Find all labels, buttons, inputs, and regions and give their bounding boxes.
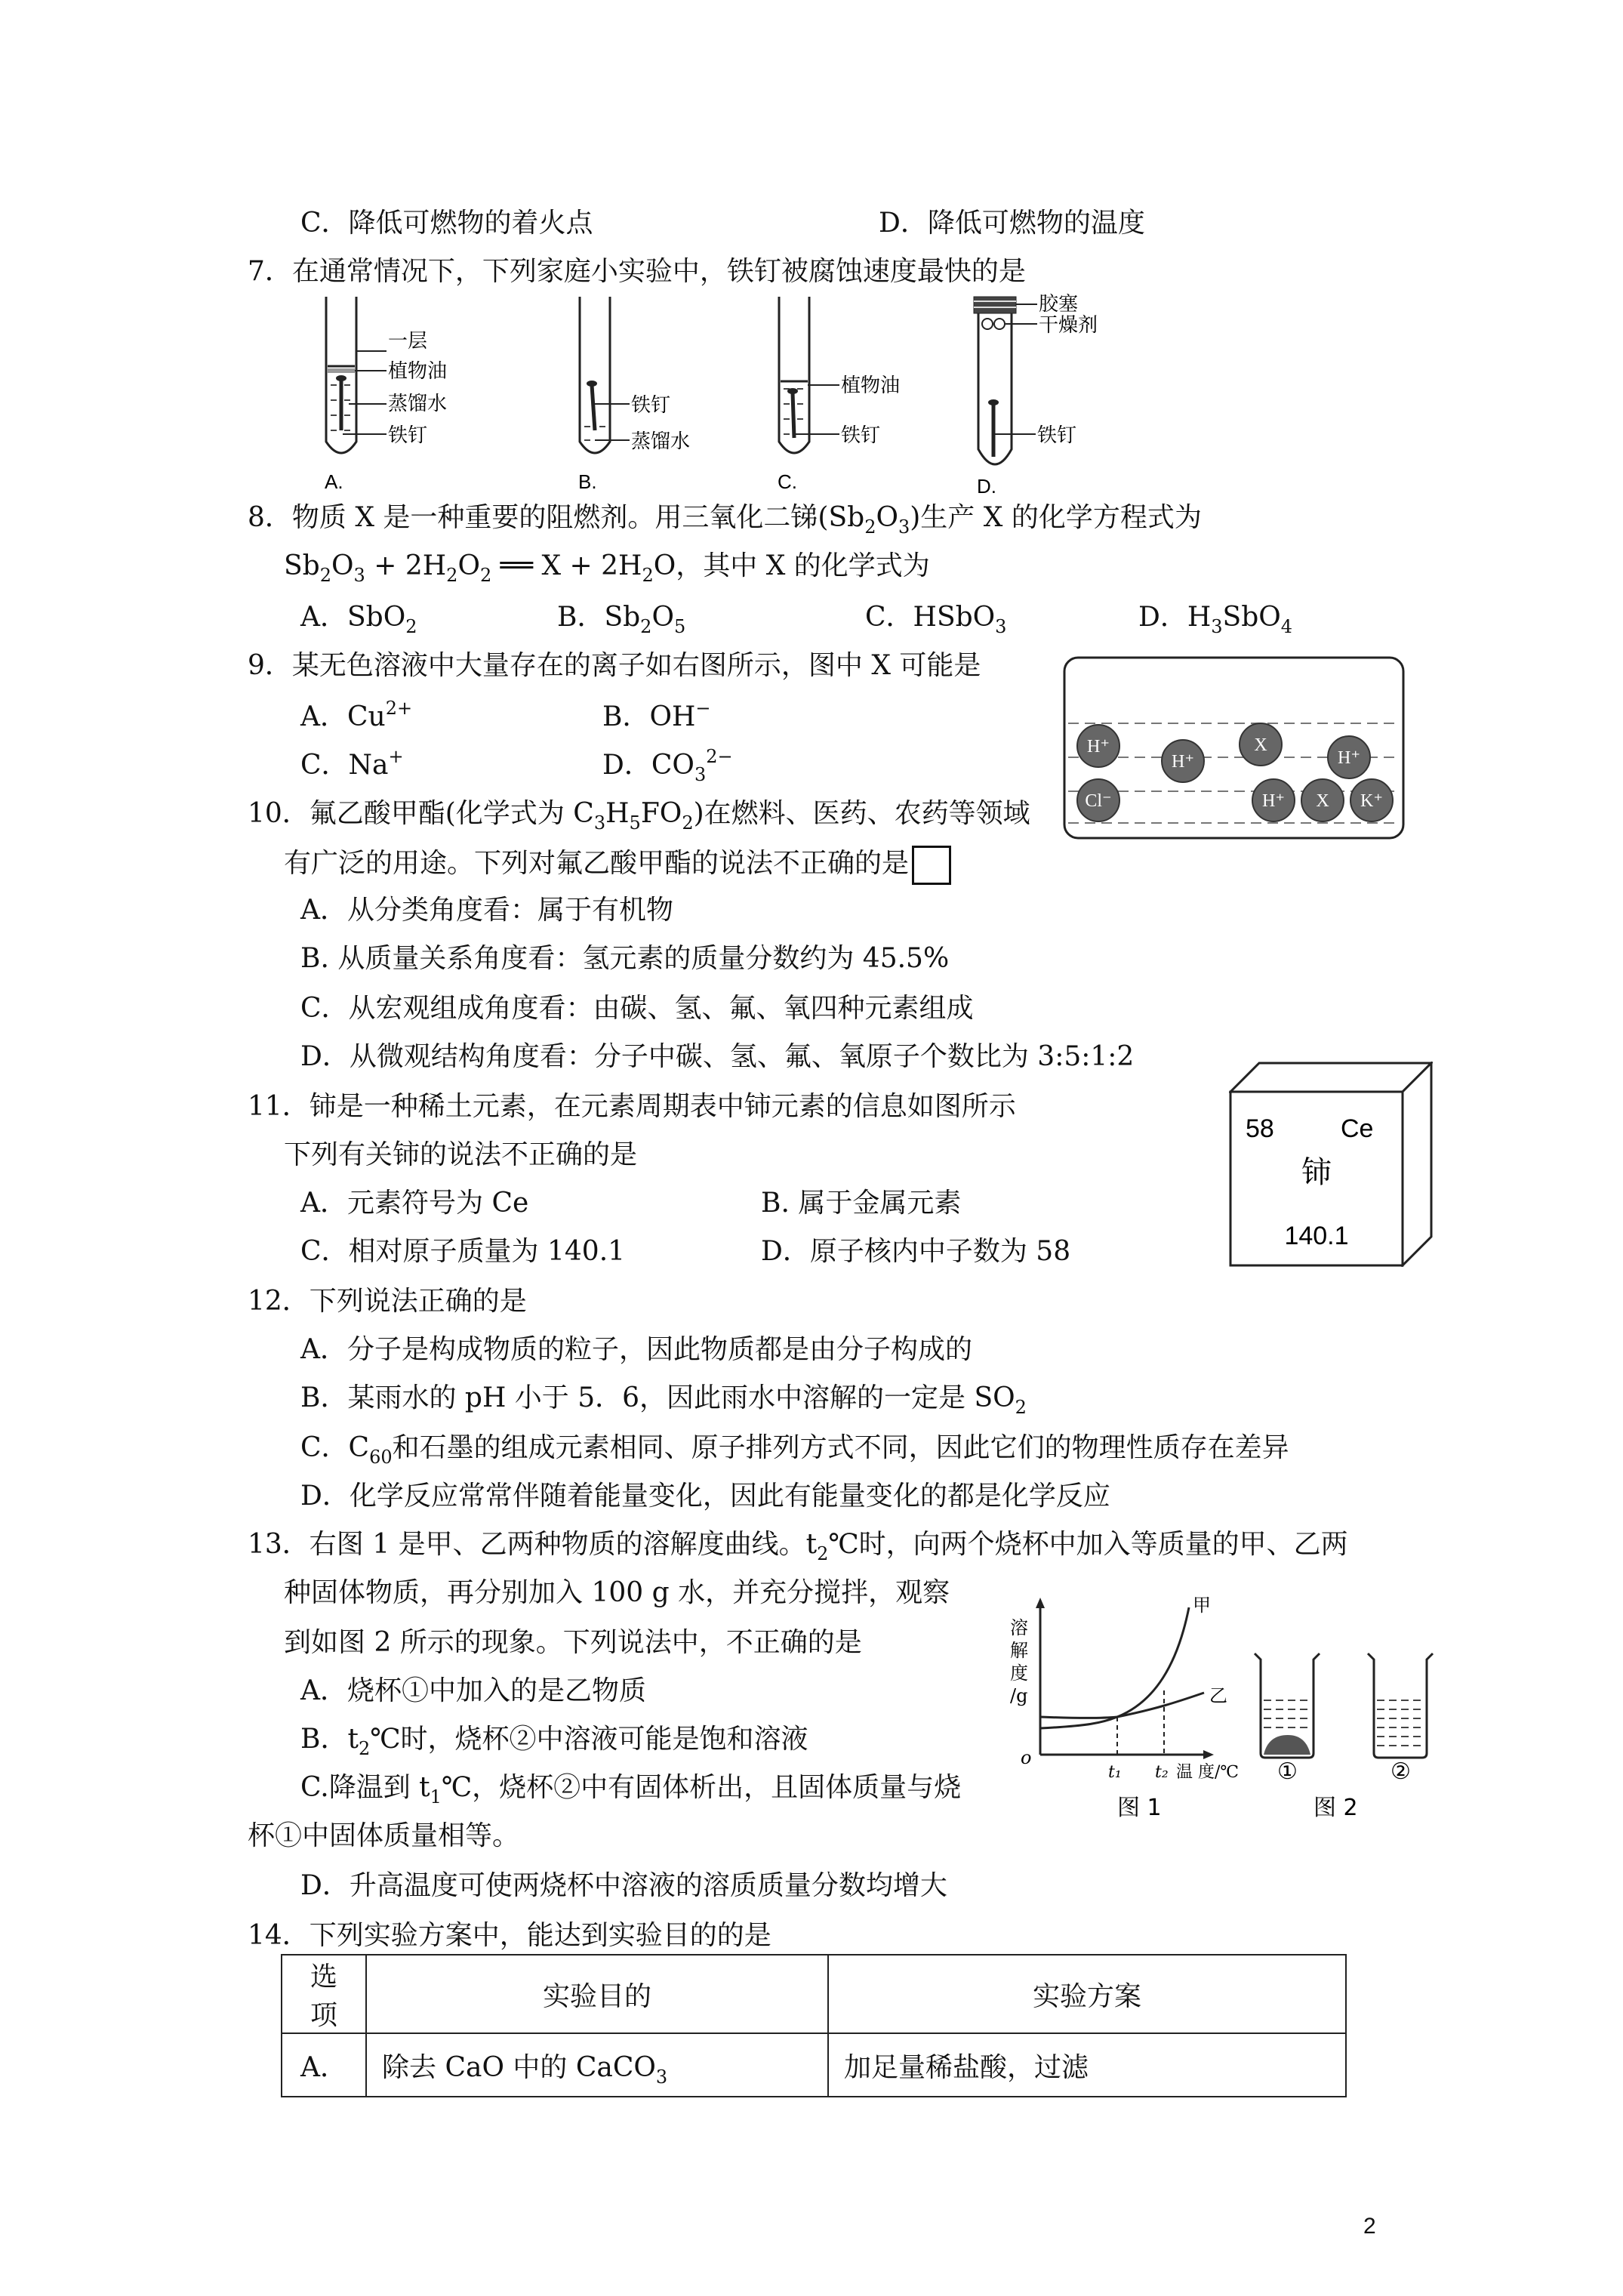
- tube-a-letter: A.: [325, 470, 343, 493]
- ion-2: H⁺: [1172, 752, 1194, 772]
- element-name: 铈: [1301, 1155, 1332, 1190]
- ion-7: X: [1316, 791, 1329, 811]
- tube-d-label3: 铁钉: [1037, 424, 1077, 446]
- tube-d-letter: D.: [977, 475, 996, 498]
- tube-b-label2: 蒸馏水: [631, 430, 691, 452]
- q9-option-b: B．OH−: [602, 698, 711, 732]
- q9-stem: 9．某无色溶液中大量存在的离子如右图所示，图中 X 可能是: [248, 650, 981, 681]
- q13-line2: 种固体物质，再分别加入 100 g 水，并充分搅拌，观察: [284, 1577, 950, 1608]
- tube-c-label2: 铁钉: [841, 424, 881, 446]
- q8-line1: 8．物质 X 是一种重要的阻燃剂。用三氧化二锑$(Sb_2O_3)$生产 X 的化学方程式为: [248, 502, 1202, 538]
- q11-option-c: C．相对原子质量为 140.1: [300, 1236, 626, 1267]
- atomic-mass: 140.1: [1284, 1222, 1349, 1250]
- tube-d: [974, 292, 1098, 498]
- q13-line1: 13．右图 1 是甲、乙两种物质的溶解度曲线。$t_2℃$时，向两个烧杯中加入等质量的甲、乙两: [248, 1529, 1348, 1564]
- q14-table: [281, 1954, 1347, 2097]
- beaker-2-label: ②: [1390, 1758, 1411, 1785]
- beaker-1-label: ①: [1277, 1758, 1298, 1785]
- curve-yi-label: 乙: [1209, 1685, 1227, 1706]
- fig2-caption: 图 2: [1313, 1795, 1358, 1821]
- q13-line3: 到如图 2 所示的现象。下列说法中，不正确的是: [284, 1627, 862, 1658]
- q8-equation: $Sb_2O_3 + 2H_2O_2$ ══ $X + 2H_2O$，其中 X 的化学式为: [284, 550, 930, 586]
- q10-line2: 有广泛的用途。下列对氟乙酸甲酯的说法不正确的是: [284, 846, 951, 885]
- q10-line1: 10．氟乙酸甲酯(化学式为 $C_3H_5FO_2$)在燃料、医药、农药等领域: [248, 798, 1030, 834]
- q11-option-a: A．元素符号为 Ce: [300, 1188, 529, 1219]
- q9-option-d: D．$CO_3^{2-}$: [602, 746, 733, 785]
- cerium-element-card: [1229, 1062, 1433, 1267]
- beaker-2: [1368, 1653, 1433, 1785]
- q7-stem: 7．在通常情况下，下列家庭小实验中，铁钉被腐蚀速度最快的是: [248, 256, 1026, 287]
- tube-a-label3: 蒸馏水: [388, 392, 448, 415]
- q12-option-d: D．化学反应常常伴随着能量变化，因此有能量变化的都是化学反应: [300, 1481, 1110, 1512]
- tube-d-label1: 胶塞: [1039, 292, 1079, 315]
- q12-stem: 12．下列说法正确的是: [248, 1286, 527, 1317]
- q13-option-c: C.降温到 $t_1℃$，烧杯②中有固体析出，且固体质量与烧: [300, 1772, 962, 1808]
- q9-option-c: C．Na+: [300, 746, 404, 781]
- ion-5: Cl⁻: [1085, 791, 1112, 811]
- y-label-4: /g: [1010, 1685, 1028, 1706]
- q11-option-b: B. 属于金属元素: [761, 1188, 962, 1219]
- q11-line1: 11．铈是一种稀土元素，在元素周期表中铈元素的信息如图所示: [248, 1091, 1016, 1122]
- tube-b: [578, 297, 690, 493]
- ion-8: K⁺: [1360, 791, 1383, 811]
- q13-option-d: D．升高温度可使两烧杯中溶液的溶质质量分数均增大: [300, 1870, 947, 1901]
- q11-line2: 下列有关铈的说法不正确的是: [284, 1139, 638, 1170]
- element-symbol: Ce: [1341, 1114, 1374, 1143]
- header-plan: 实验方案: [828, 1955, 1346, 2033]
- q11-option-d: D．原子核内中子数为 58: [761, 1236, 1071, 1267]
- q12-option-c: C．$C_{60}$和石墨的组成元素相同、原子排列方式不同，因此它们的物理性质存在差异: [300, 1432, 1289, 1468]
- q8-option-c: C．HSbO$_3$: [865, 602, 1007, 637]
- q13-option-b: B．$t_2℃$时，烧杯②中溶液可能是饱和溶液: [300, 1724, 808, 1759]
- y-label-1: 溶: [1010, 1617, 1028, 1638]
- tube-b-label1: 铁钉: [631, 393, 671, 416]
- row-plan: 加足量稀盐酸，过滤: [828, 2033, 1346, 2097]
- q9-option-a: A．$Cu^{2+}$: [300, 698, 413, 732]
- origin-label: o: [1021, 1747, 1032, 1768]
- tube-d-label2: 干燥剂: [1039, 313, 1098, 336]
- ion-3: X: [1254, 735, 1267, 755]
- q13-option-c-cont: 杯①中固体质量相等。: [248, 1820, 520, 1851]
- t2-tick: t₂: [1155, 1763, 1169, 1782]
- q14-stem: 14．下列实验方案中，能达到实验目的的是: [248, 1920, 771, 1951]
- ion-solution-figure: [1062, 655, 1406, 840]
- test-tubes-figure: [311, 291, 1126, 498]
- x-label: 温 度/℃: [1176, 1763, 1240, 1782]
- answer-box: [912, 846, 951, 885]
- table-row: [282, 2033, 1346, 2097]
- solubility-figure: [1004, 1589, 1472, 1845]
- tube-a-label2: 植物油: [388, 359, 448, 382]
- q10-option-c: C．从宏观组成角度看：由碳、氢、氟、氧四种元素组成: [300, 993, 974, 1024]
- q12-option-b: B．某雨水的 pH 小于 5．6，因此雨水中溶解的一定是 $SO_2$: [300, 1382, 1027, 1418]
- q6-option-d: D．降低可燃物的温度: [879, 208, 1145, 239]
- tube-c-label1: 植物油: [841, 374, 901, 396]
- q10-option-a: A．从分类角度看：属于有机物: [300, 895, 673, 926]
- q10-option-d: D．从微观结构角度看：分子中碳、氢、氟、氧原子个数比为 3:5:1:2: [300, 1041, 1135, 1072]
- tube-a-label4: 铁钉: [388, 424, 428, 446]
- y-label-3: 度: [1010, 1663, 1028, 1684]
- curve-jia: [1040, 1607, 1189, 1728]
- row-goal: 除去 CaO 中的 CaCO$_3$: [366, 2033, 828, 2097]
- tube-a: [325, 297, 447, 493]
- q10-option-b: B. 从质量关系角度看：氢元素的质量分数约为 45.5%: [300, 943, 950, 974]
- page-number: 2: [1363, 2214, 1376, 2239]
- q8-option-b: B．$Sb_2O_5$: [557, 602, 686, 637]
- ion-6: H⁺: [1262, 791, 1285, 811]
- fig1-caption: 图 1: [1117, 1795, 1162, 1821]
- q8-option-d: D．$H_3SbO_4$: [1138, 602, 1293, 637]
- t1-tick: t₁: [1108, 1763, 1122, 1782]
- solubility-chart: [1010, 1595, 1239, 1821]
- ion-1: H⁺: [1087, 737, 1110, 757]
- tube-c-letter: C.: [778, 470, 797, 493]
- curve-jia-label: 甲: [1193, 1595, 1211, 1616]
- q12-option-a: A．分子是构成物质的粒子，因此物质都是由分子构成的: [300, 1334, 972, 1365]
- beaker-1: [1255, 1653, 1320, 1785]
- row-option: A．: [282, 2033, 366, 2097]
- header-option: 选项: [282, 1955, 366, 2033]
- ion-4: H⁺: [1338, 748, 1360, 768]
- tube-b-letter: B.: [578, 470, 597, 493]
- atomic-number: 58: [1246, 1114, 1274, 1143]
- tube-c: [778, 297, 900, 493]
- tube-a-label1: 一层: [388, 329, 428, 352]
- header-goal: 实验目的: [366, 1955, 828, 2033]
- q6-option-c: C．降低可燃物的着火点: [300, 208, 593, 239]
- q13-option-a: A．烧杯①中加入的是乙物质: [300, 1675, 646, 1706]
- table-header-row: [282, 1955, 1346, 2033]
- y-label-2: 解: [1010, 1640, 1028, 1661]
- q8-option-a: A．SbO$_2$: [300, 602, 417, 637]
